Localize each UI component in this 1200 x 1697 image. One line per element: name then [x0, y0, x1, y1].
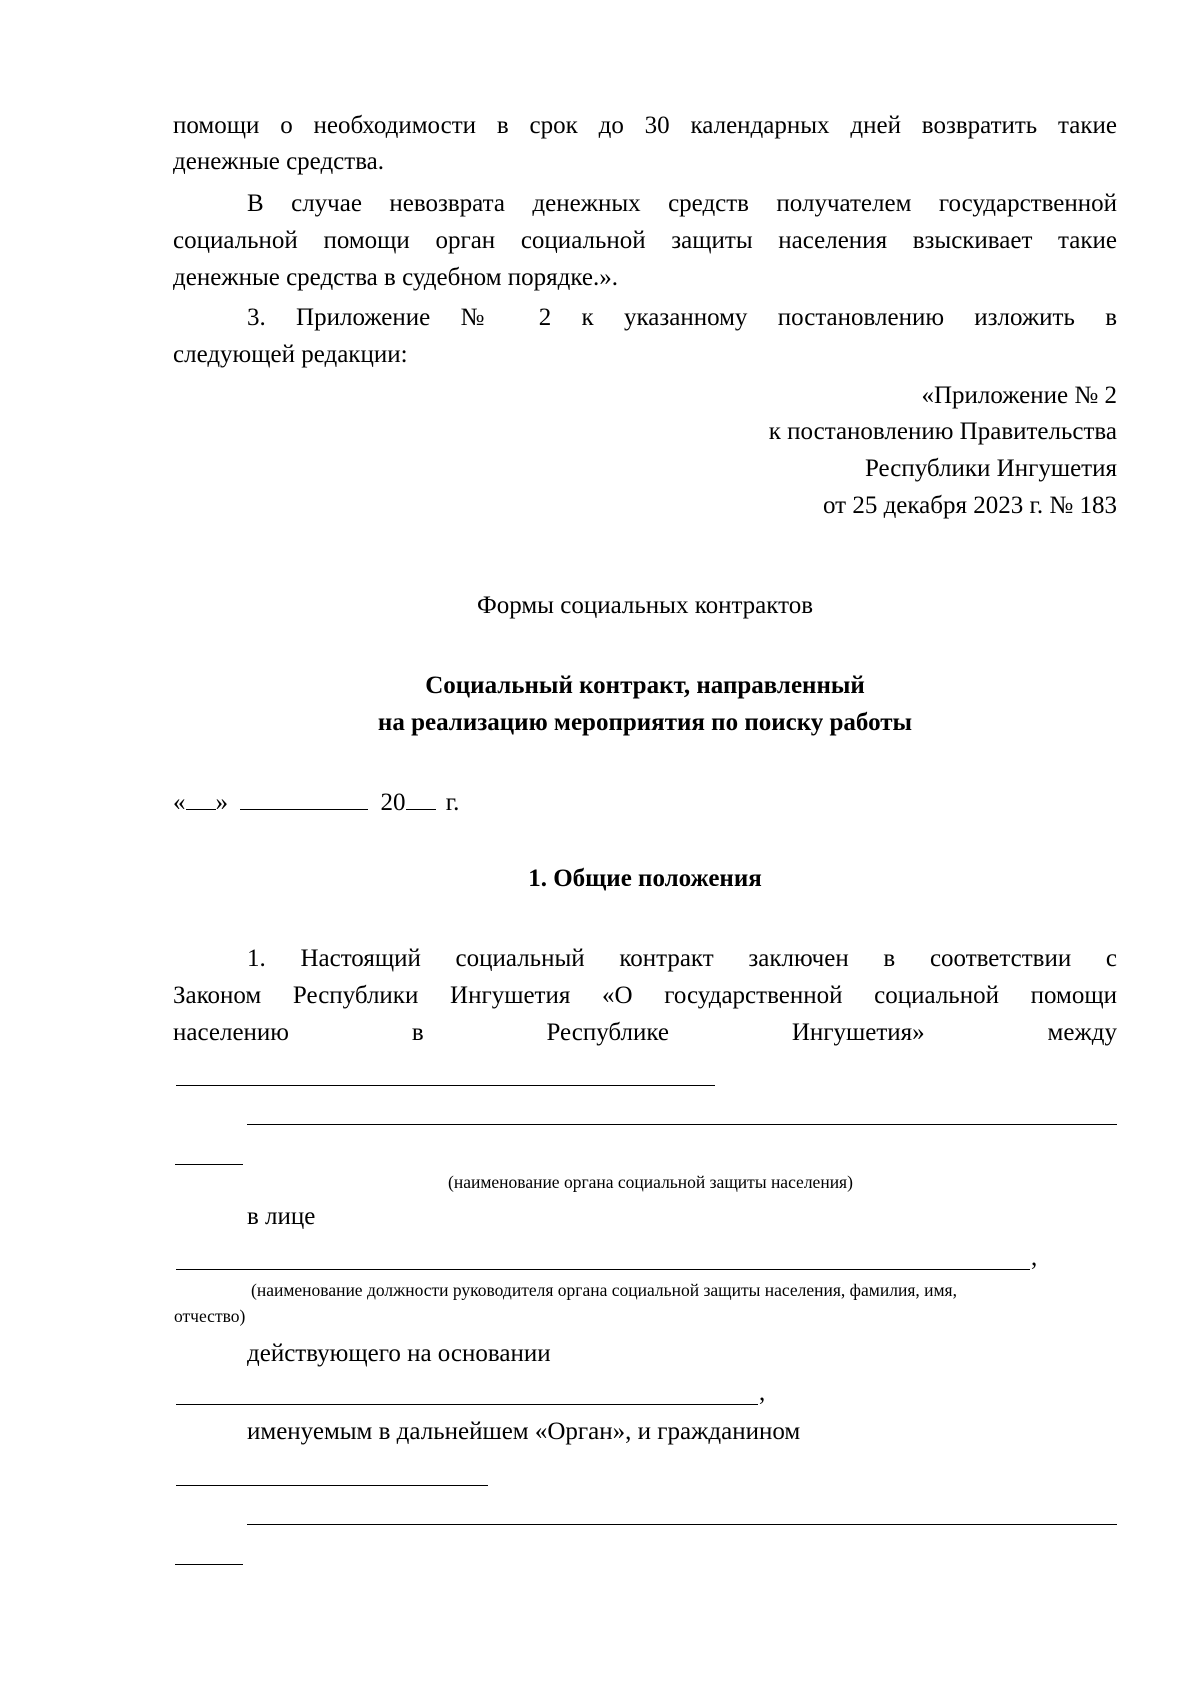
paragraph-2-line-3: денежные средства в судебном порядке.».: [173, 264, 618, 291]
clause-1-line-2: Законом Республики Ингушетия «О государственной социальной помощи: [173, 982, 1117, 1009]
clause-1-word: между: [1047, 1019, 1117, 1046]
paragraph-3-line-1: 3. Приложение № 2 к указанному постановлению изложить в: [247, 304, 1117, 331]
date-close-quote: »: [215, 789, 228, 816]
year-suffix: г.: [445, 789, 460, 816]
citizen-name-blank-2[interactable]: [247, 1524, 1117, 1525]
head-name-comma: ,: [1031, 1244, 1038, 1271]
clause-1-line-3: [173, 1015, 1117, 1051]
annex-header-line-4: от 25 декабря 2023 г. № 183: [822, 492, 1117, 519]
in-person-label: в лице: [247, 1203, 316, 1230]
caption-head-line-2: отчество): [174, 1306, 246, 1326]
clause-1-line-1: 1. Настоящий социальный контракт заключен в соответствии с: [247, 945, 1117, 972]
clause-1-word: в: [411, 1019, 424, 1046]
date-line: [173, 785, 459, 821]
clause-1-word: населению: [173, 1019, 289, 1046]
annex-header-line-1: «Приложение № 2: [921, 382, 1117, 409]
date-open-quote: «: [173, 789, 186, 816]
contract-title-line-1: Социальный контракт, направленный: [425, 672, 865, 699]
organ-name-blank-3[interactable]: [175, 1164, 243, 1165]
paragraph-3-line-2: следующей редакции:: [173, 341, 408, 368]
basis-document-blank[interactable]: [176, 1404, 758, 1405]
year-prefix: 20: [380, 789, 406, 816]
caption-head-line-1: (наименование должности руководителя органа социальной защиты населения, фамилия, имя,: [251, 1280, 957, 1300]
forms-title: Формы социальных контрактов: [476, 592, 813, 619]
named-organ-text: именуемым в дальнейшем «Орган», и гражданином: [247, 1418, 801, 1445]
citizen-name-blank-3[interactable]: [175, 1564, 243, 1565]
month-blank[interactable]: [240, 787, 368, 810]
day-blank[interactable]: [186, 787, 216, 810]
clause-1-word: Ингушетия»: [791, 1019, 925, 1046]
organ-name-blank-1[interactable]: [176, 1085, 715, 1086]
paragraph-2-line-1: В случае невозврата денежных средств получателем государственной: [247, 190, 1117, 217]
acting-basis-label: действующего на основании: [247, 1340, 551, 1367]
section-1-title: 1. Общие положения: [528, 865, 762, 892]
paragraph-2-line-2: социальной помощи орган социальной защиты населения взыскивает такие: [173, 227, 1117, 254]
paragraph-1-line-2: денежные средства.: [173, 148, 385, 175]
head-name-blank[interactable]: [176, 1269, 1030, 1270]
year-blank[interactable]: [406, 787, 436, 810]
paragraph-1-line-1: помощи о необходимости в срок до 30 календарных дней возвратить такие: [173, 112, 1117, 139]
annex-header-line-3: Республики Ингушетия: [864, 455, 1117, 482]
citizen-name-blank-1[interactable]: [176, 1485, 488, 1486]
caption-organ-name: (наименование органа социальной защиты населения): [448, 1172, 853, 1192]
organ-name-blank-2[interactable]: [247, 1124, 1117, 1125]
clause-1-word: Республике: [546, 1019, 669, 1046]
annex-header-line-2: к постановлению Правительства: [768, 418, 1117, 445]
contract-title-line-2: на реализацию мероприятия по поиску работы: [377, 709, 913, 736]
basis-comma: ,: [759, 1379, 766, 1406]
